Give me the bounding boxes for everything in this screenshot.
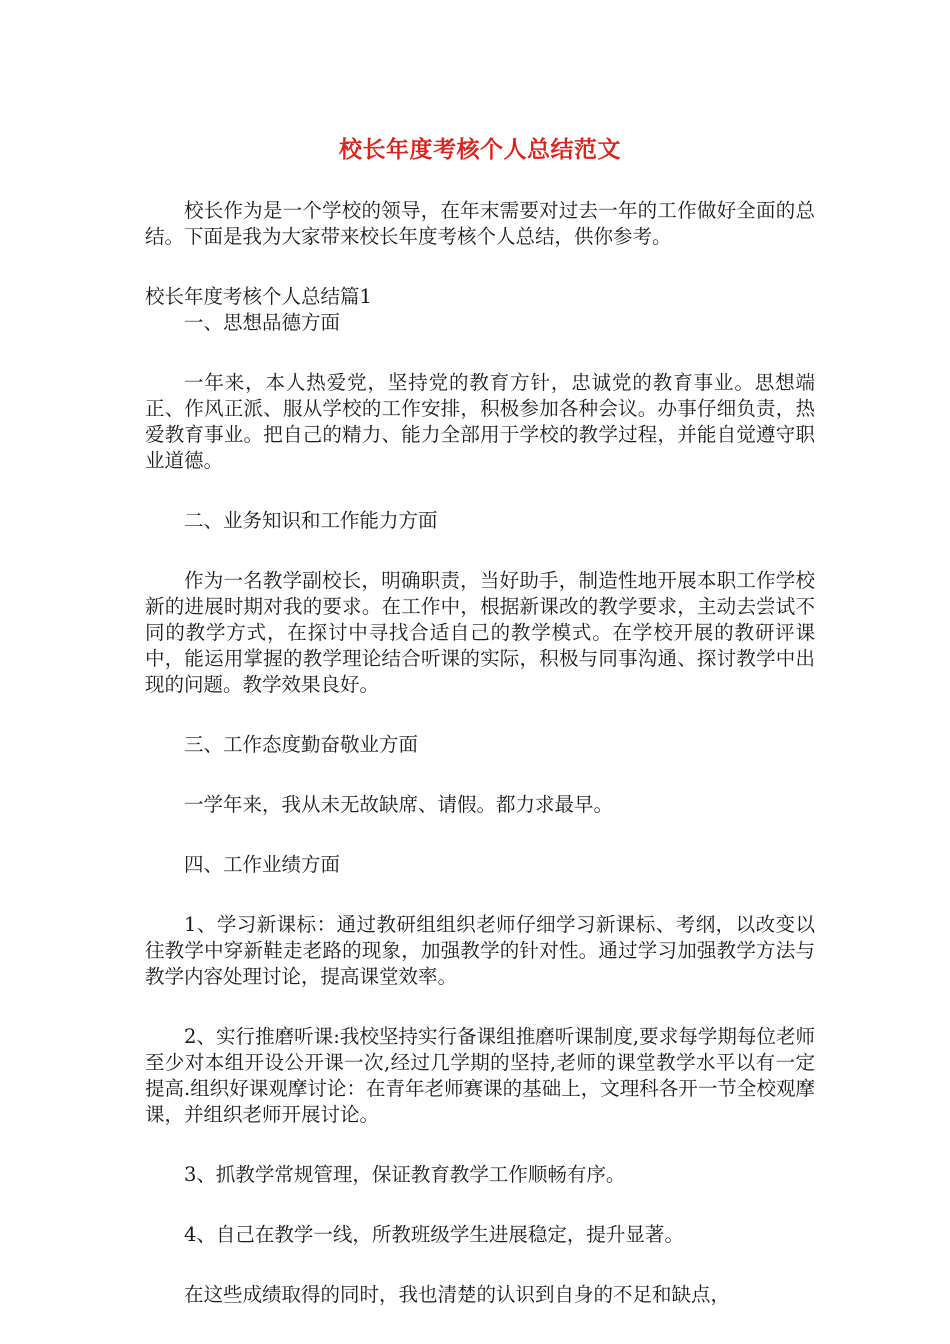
heading-business: 二、业务知识和工作能力方面 bbox=[184, 509, 438, 532]
list-item: 4、自己在教学一线，所教班级学生进展稳定，提升显著。 bbox=[184, 1223, 684, 1246]
paragraph-business: 作为一名教学副校长，明确职责，当好助手，制造性地开展本职工作学校新的进展时期对我的要求。在工作中，根据新课改的教学要求，主动去尝试不同的教学方式，在探讨中寻找合适自己的教学模式。在学校开展的教研评课中，能运用掌握的教学理论结合听课的实际，积极与同事沟通、探讨教学中出现的问题。教学效果良好。 bbox=[145, 569, 815, 696]
heading-achievements: 四、工作业绩方面 bbox=[184, 853, 341, 876]
list-item: 2、实行推磨听课:我校坚持实行备课组推磨听课制度,要求每学期每位老师至少对本组开设公开课一次,经过几学期的坚持,老师的课堂教学水平以有一定提高.组织好课观摩讨论：在青年老师赛课的基础上，文理科各开一节全校观摩课，并组织老师开展讨论。 bbox=[145, 1025, 815, 1126]
intro-paragraph: 校长作为是一个学校的领导，在年末需要对过去一年的工作做好全面的总结。下面是我为大家带来校长年度考核个人总结，供你参考。 bbox=[145, 199, 815, 248]
heading-ideology: 一、思想品德方面 bbox=[184, 311, 341, 334]
section-title: 校长年度考核个人总结篇1 bbox=[145, 285, 372, 308]
document-title: 校长年度考核个人总结范文 bbox=[339, 137, 621, 163]
paragraph-ideology: 一年来，本人热爱党，坚持党的教育方针，忠诚党的教育事业。思想端正、作风正派、服从学校的工作安排，积极参加各种会议。办事仔细负责，热爱教育事业。把自己的精力、能力全部用于学校的教学过程，并能自觉遵守职业道德。 bbox=[145, 371, 815, 472]
document-page bbox=[145, 132, 815, 1308]
list-item: 1、学习新课标：通过教研组组织老师仔细学习新课标、考纲，以改变以往教学中穿新鞋走老路的现象，加强教学的针对性。通过学习加强教学方法与教学内容处理讨论，提高课堂效率。 bbox=[145, 913, 815, 988]
list-item: 3、抓教学常规管理，保证教育教学工作顺畅有序。 bbox=[184, 1163, 626, 1186]
paragraph-attitude: 一学年来，我从未无故缺席、请假。都力求最早。 bbox=[184, 793, 614, 816]
closing-paragraph: 在这些成绩取得的同时，我也清楚的认识到自身的不足和缺点， bbox=[184, 1283, 731, 1306]
heading-attitude: 三、工作态度勤奋敬业方面 bbox=[184, 733, 419, 756]
